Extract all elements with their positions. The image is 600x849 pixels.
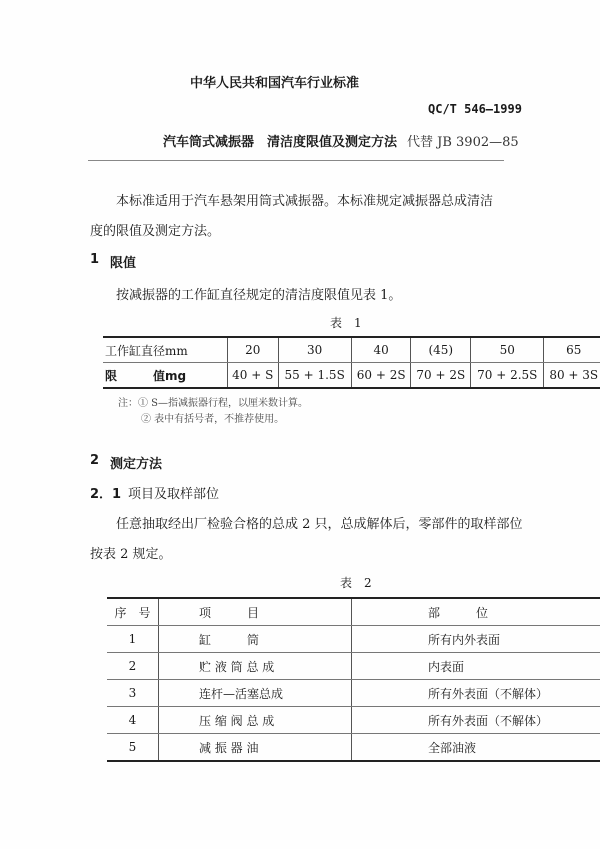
row-no: 1: [107, 626, 159, 653]
limit-cell: 80 + 3S: [544, 363, 600, 389]
row-location: 全部油液: [352, 734, 600, 762]
table-2-sampling-locations: [107, 597, 600, 762]
table-row: [107, 707, 600, 734]
table-1-note-1: 注：① S—指减振器行程，以厘米数计算。: [118, 398, 309, 409]
section-1-number: 1: [90, 252, 100, 267]
table-row: [107, 734, 600, 762]
row-no: 2: [107, 653, 159, 680]
row-location: 内表面: [352, 653, 600, 680]
table-header-row: [107, 598, 600, 626]
diameter-cell: 50: [471, 337, 544, 363]
row-location: 所有外表面（不解体）: [352, 680, 600, 707]
header-divider: [88, 160, 504, 161]
table-1-caption: 表 1: [330, 316, 362, 330]
row-item: 连杆—活塞总成: [159, 680, 352, 707]
intro-line-1: 本标准适用于汽车悬架用筒式减振器。本标准规定减振器总成清洁: [116, 194, 494, 209]
limit-cell: 55 + 1.5S: [278, 363, 351, 389]
row-no: 3: [107, 680, 159, 707]
table-row: [107, 680, 600, 707]
table-row: [107, 653, 600, 680]
section-2-1-text-2: 按表 2 规定。: [90, 547, 172, 562]
intro-line-2: 度的限值及测定方法。: [90, 224, 221, 239]
standard-number: QC/T 546—1999: [428, 102, 522, 116]
section-1-heading: 限值: [110, 256, 137, 271]
section-2-1-text-1: 任意抽取经出厂检验合格的总成 2 只，总成解体后，零部件的取样部位: [116, 517, 523, 532]
section-2-1-number: 2．1: [90, 487, 122, 502]
diameter-cell: 30: [278, 337, 351, 363]
table-2-caption: 表 2: [340, 576, 372, 590]
header-item: 项 目: [159, 598, 352, 626]
limit-cell: 70 + 2S: [411, 363, 471, 389]
limit-cell: 40 + S: [228, 363, 279, 389]
section-2-1-heading: 项目及取样部位: [128, 487, 220, 502]
document-title: 汽车筒式减振器 清洁度限值及测定方法: [163, 135, 398, 150]
table-1-note-2: ② 表中有括号者，不推荐使用。: [141, 414, 285, 425]
limit-cell: 70 + 2.5S: [471, 363, 544, 389]
diameter-cell: 65: [544, 337, 600, 363]
section-1-text: 按减振器的工作缸直径规定的清洁度限值见表 1。: [116, 288, 402, 303]
row-item: 减 振 器 油: [159, 734, 352, 762]
diameter-cell: 40: [351, 337, 411, 363]
row-location: 所有外表面（不解体）: [352, 707, 600, 734]
table-row: [107, 626, 600, 653]
header-location: 部 位: [352, 598, 600, 626]
replaces-note: 代替 JB 3902—85: [407, 135, 519, 150]
row-label-diameter: 工作缸直径mm: [103, 337, 228, 363]
row-label-limit: 限 值mg: [103, 363, 228, 389]
row-item: 缸 筒: [159, 626, 352, 653]
limit-cell: 60 + 2S: [351, 363, 411, 389]
table-1-cleanliness-limits: [103, 336, 600, 389]
row-item: 压 缩 阀 总 成: [159, 707, 352, 734]
table-row: [103, 337, 600, 363]
row-no: 5: [107, 734, 159, 762]
org-title: 中华人民共和国汽车行业标准: [190, 76, 360, 91]
diameter-cell: (45): [411, 337, 471, 363]
row-location: 所有内外表面: [352, 626, 600, 653]
row-no: 4: [107, 707, 159, 734]
section-2-number: 2: [90, 453, 100, 468]
row-item: 贮 液 筒 总 成: [159, 653, 352, 680]
table-row: [103, 363, 600, 389]
diameter-cell: 20: [228, 337, 279, 363]
section-2-heading: 测定方法: [110, 457, 163, 472]
header-no: 序 号: [107, 598, 159, 626]
